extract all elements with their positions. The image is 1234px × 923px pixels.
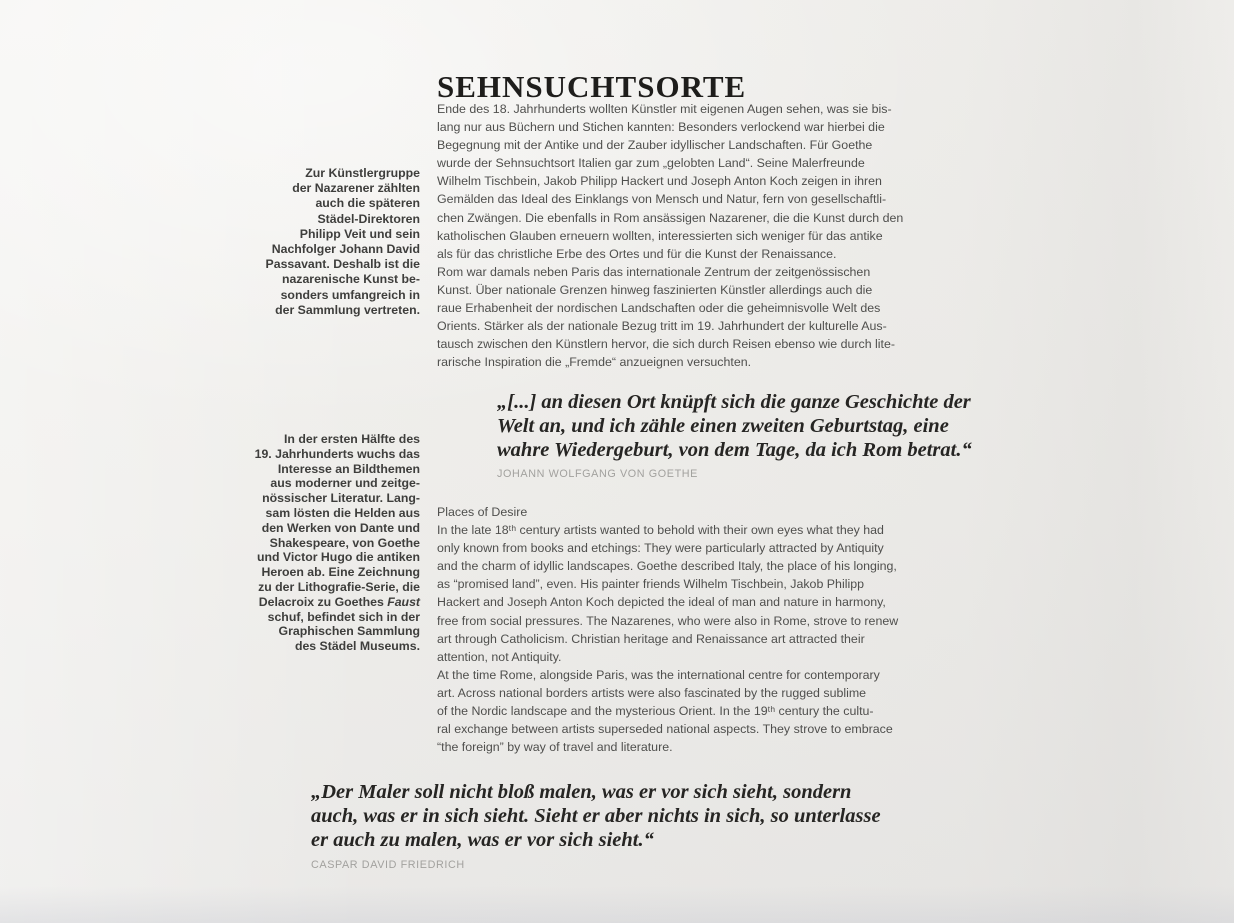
goethe-quote-attribution: JOHANN WOLFGANG VON GOETHE bbox=[497, 468, 698, 481]
german-intro-paragraph: Ende des 18. Jahrhunderts wollten Künstler mit eigenen Augen sehen, was sie bis- lang nur aus Büchern und Stichen kannten: Besonders verlockend war hierbei die Begegnung mit der Antike und der Zauber idyllischer Landschaften. Für Goethe wurde der Sehnsuchtsort Italien gar zum „gelobten Land“. Seine Malerfreunde Wilhelm Tischbein, Jakob Philipp Hackert und Joseph Anton Koch zeigen in ihren Gemälden das Ideal des Einklangs von Mensch und Natur, fern von gesellschaftli- chen Zwängen. Die ebenfalls in Rom ansässigen Nazarener, die die Kunst durch den katholischen Glauben erneuern wollten, interessierten sich weniger für das antike als für das christliche Erbe des Ortes und für die Kunst der Renaissance. Rom war damals neben Paris das internationale Zentrum der zeitgenössischen Kunst. Über nationale Grenzen hinweg faszinierten Künstler allerdings auch die raue Erhabenheit der nordischen Landschaften oder die geheimnisvolle Welt des Orients. Stärker als der nationale Bezug tritt im 19. Jahrhundert der kulturelle Aus- tausch zwischen den Künstlern hervor, die sich durch Reisen ebenso wie durch lite- rarische Inspiration die „Fremde“ anzueignen versuchten. bbox=[437, 102, 904, 370]
goethe-quote bbox=[497, 391, 1037, 480]
english-intro-paragraph: In the late 18ᵗʰ century artists wanted to behold with their own eyes what they had only known from books and etchings: They were particularly attracted by Antiquity and the charm of idyllic landscapes. Goethe described Italy, the place of his longing, as “promised land”, even. His painter friends Wilhelm Tischbein, Jakob Philipp Hackert and Joseph Anton Koch depicted the ideal of man and nature in harmony, free from social pressures. The Nazarenes, who were also in Rome, strove to renew art through Catholicism. Christian heritage and Renaissance art attracted their attention, not Antiquity. At the time Rome, alongside Paris, was the international centre for contemporary art. Across national borders artists were also fascinated by the rugged sublime of the Nordic landscape and the mysterious Orient. In the 19ᵗʰ century the cultu- ral exchange between artists superseded national aspects. They strove to embrace “the foreign” by way of travel and literature. bbox=[437, 523, 899, 755]
side-note-literatur bbox=[188, 432, 420, 654]
goethe-quote-text: „[...] an diesen Ort knüpft sich die ganze Geschichte der Welt an, und ich zähle einen zweiten Geburtstag, eine wahre Wiedergeburt, von dem Tage, da ich Rom betrat.“ bbox=[497, 391, 972, 461]
side-note-nazarener: Zur Künstlergruppe der Nazarener zählten auch die späteren Städel-Direktoren Philipp Veit und sein Nachfolger Johann David Passavant. Deshalb ist die nazarenische Kunst be- sonders umfangreich in der Sammlung vertreten. bbox=[265, 166, 420, 317]
side-note-literatur-after: schuf, befindet sich in der Graphischen Sammlung des Städel Museums. bbox=[267, 609, 420, 654]
english-heading: Places of Desire bbox=[437, 505, 528, 519]
side-note-literatur-faust-italic: Faust bbox=[387, 594, 420, 609]
english-translation-section bbox=[437, 503, 947, 756]
side-note-literatur-before: In der ersten Hälfte des 19. Jahrhunderts wuchs das Interesse an Bildthemen aus moderner und zeitge- nössischer Literatur. Lang- sam lösten die Helden aus den Werken von Dante und Shakespeare, von Goethe und Victor Hugo die antiken Heroen ab. Eine Zeichnung zu der Lithografie-Serie, die Delacroix zu Goethes bbox=[254, 432, 420, 609]
friedrich-quote-text: „Der Maler soll nicht bloß malen, was er vor sich sieht, sondern auch, was er in sich sieht. Sieht er aber nichts in sich, so unterlasse er auch zu malen, was er vor sich sieht.“ bbox=[311, 781, 881, 852]
friedrich-quote bbox=[311, 780, 951, 871]
panel-title: SEHNSUCHTSORTE bbox=[437, 68, 747, 104]
friedrich-quote-attribution: CASPAR DAVID FRIEDRICH bbox=[311, 858, 465, 871]
